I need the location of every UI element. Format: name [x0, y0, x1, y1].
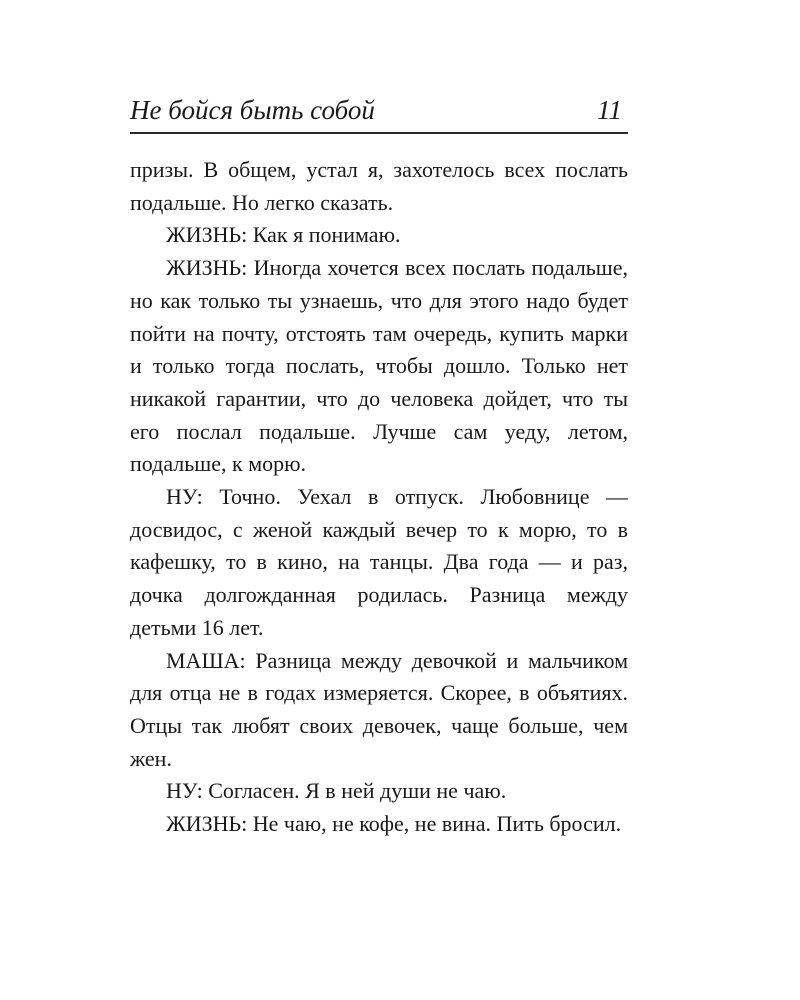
- paragraph-zhizn-1: ЖИЗНЬ: Как я понимаю.: [166, 222, 401, 248]
- body-text: [130, 154, 628, 841]
- paragraph-nu-2: НУ: Согласен. Я в ней души не чаю.: [166, 778, 507, 804]
- running-header: [130, 92, 628, 134]
- book-title: Не бойся быть собой: [130, 95, 375, 125]
- paragraph-continuation: призы. В общем, устал я, захотелось всех послать подальше. Но легко сказать.: [130, 157, 628, 215]
- paragraph-zhizn-3: ЖИЗНЬ: Не чаю, не кофе, не вина. Пить бросил.: [166, 811, 622, 837]
- book-page: [130, 92, 628, 841]
- paragraph-zhizn-2: ЖИЗНЬ: Иногда хочется всех послать подальше, но как только ты узнаешь, что для этого надо будет пойти на почту, отстоять там очередь, купить марки и только тогда послать, чтобы дошло. Только нет никакой гарантии, что до человека дойдет, что ты его послал подальше. Лучше сам уеду, летом, подальше, к морю.: [130, 255, 628, 477]
- paragraph-masha: МАША: Разница между девочкой и мальчиком для отца не в годах измеряется. Скорее, в объятиях. Отцы так любят своих девочек, чаще больше, чем жен.: [130, 647, 628, 771]
- paragraph-nu-1: НУ: Точно. Уехал в отпуск. Любовнице — досвидос, с женой каждый вечер то к морю, то в кафешку, то в кино, на танцы. Два года — и раз, дочка долгожданная родилась. Разница между детьми 16 лет.: [130, 484, 628, 640]
- page-number: 11: [597, 95, 622, 125]
